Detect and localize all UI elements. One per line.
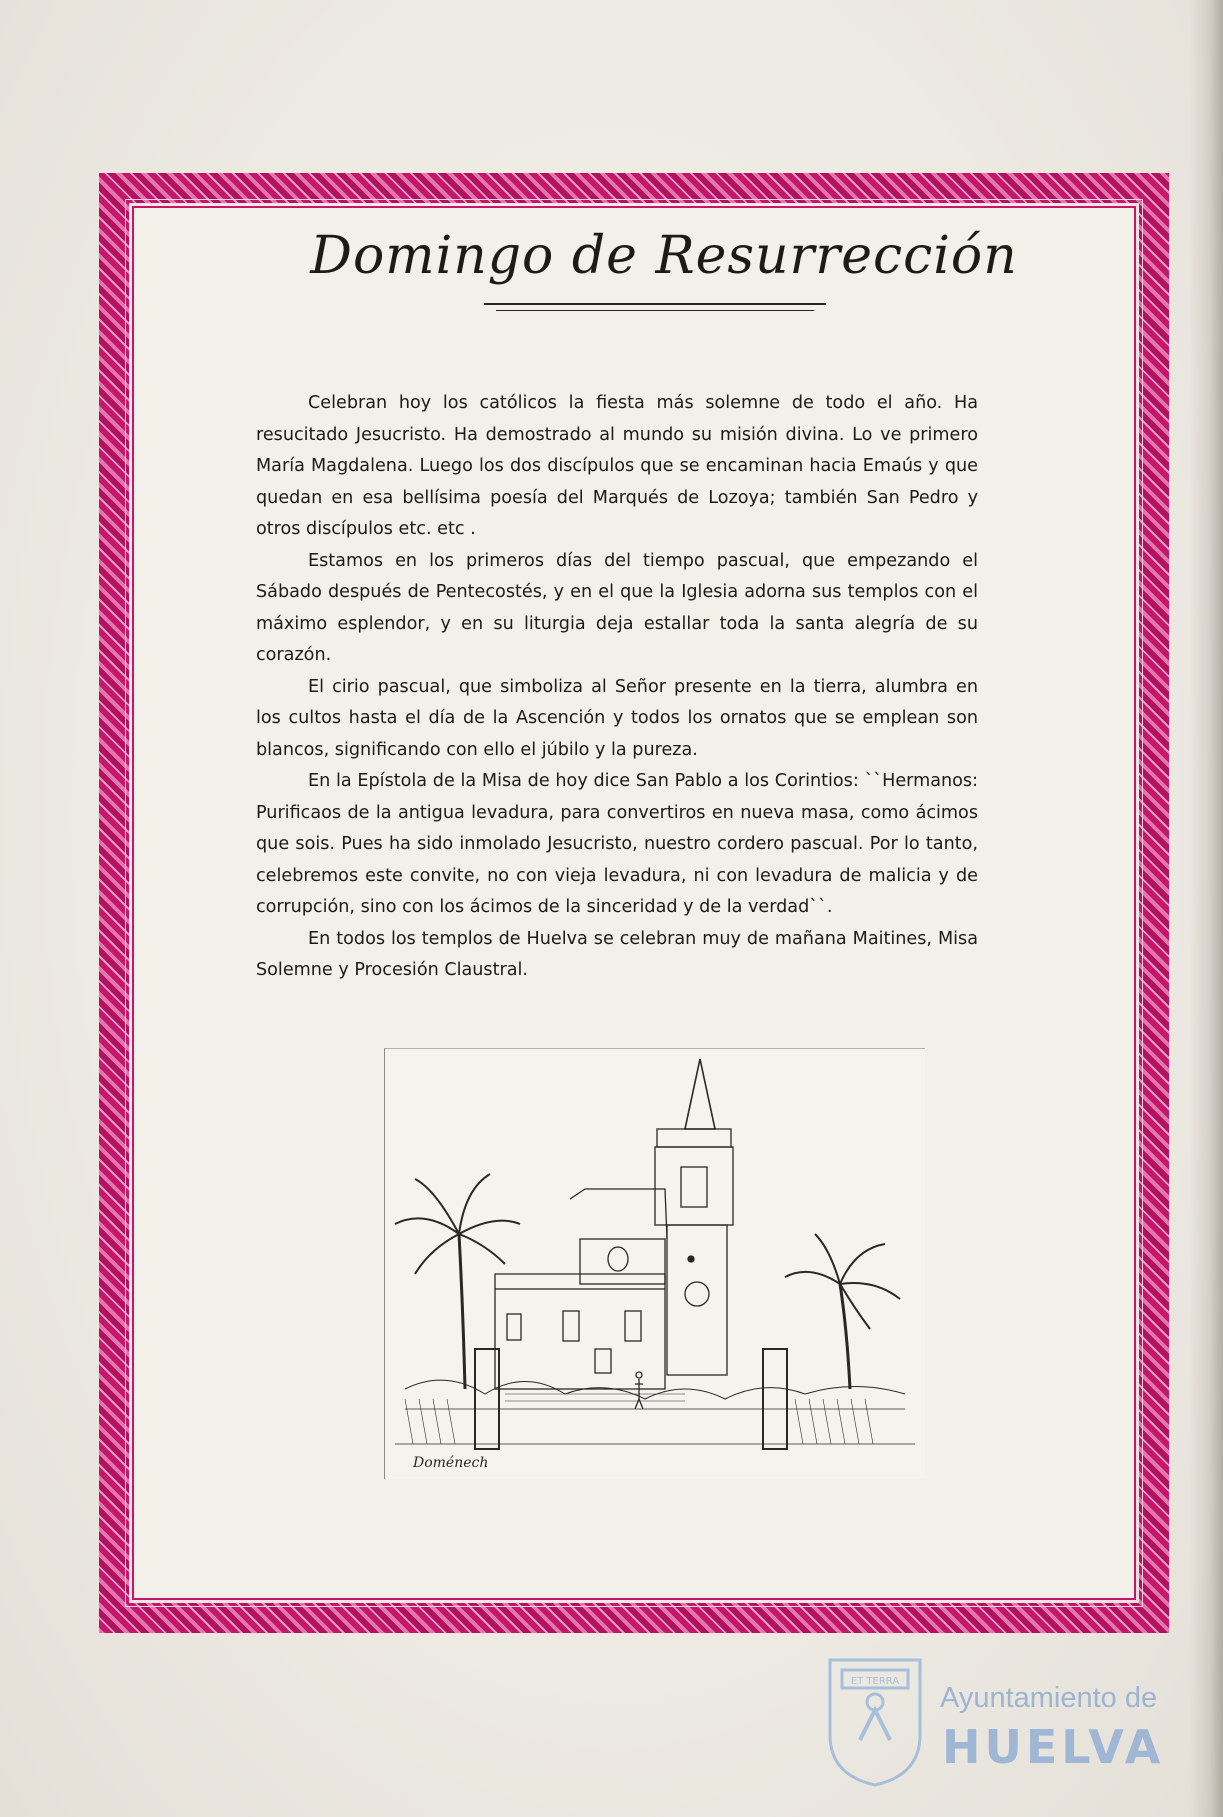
illustration-signature: Doménech — [413, 1455, 489, 1471]
binding-gutter-shadow — [1189, 0, 1223, 1817]
paragraph: En todos los templos de Huelva se celebran muy de mañana Maitines, Misa Solemne y Procesión Claustral. — [256, 928, 978, 980]
watermark-line2: HUELVA — [942, 1720, 1165, 1774]
shield-motto: ET TERRA — [850, 1676, 900, 1687]
church-illustration — [384, 1048, 925, 1479]
title-underline-secondary — [496, 310, 814, 311]
coat-of-arms-icon — [820, 1640, 930, 1790]
paragraph: En la Epístola de la Misa de hoy dice San Pablo a los Corintios: ``Hermanos: Purificaos de la antigua levadura, para convertiros en nueva masa, como ácimos que sois. Pues ha sido inmolado Jesucristo, nuestro cordero pascual. Por lo tanto, celebremos este convite, no con vieja levadura, ni con levadura de malicia y de corrupción, sino con los ácimos de la sinceridad y de la verdad``. — [256, 771, 978, 917]
page-title: Domingo de Resurrección — [310, 226, 1018, 286]
article-body — [256, 388, 978, 987]
paragraph: Celebran hoy los católicos la fiesta más solemne de todo el año. Ha resucitado Jesucristo. Ha demostrado al mundo su misión divina. Lo ve primero María Magdalena. Luego los dos discípulos que se encaminan hacia Emaús y que quedan en esa bellísima poesía del Marqués de Lozoya; también San Pedro y otros discípulos etc. etc . — [256, 393, 978, 539]
paragraph: Estamos en los primeros días del tiempo pascual, que empezando el Sábado después de Pentecostés, y en el que la Iglesia adorna sus templos con el máximo esplendor, y en su liturgia deja estallar toda la santa alegría de su corazón. — [256, 550, 978, 665]
municipal-watermark — [820, 1640, 1165, 1800]
paragraph: El cirio pascual, que simboliza al Señor presente en la tierra, alumbra en los cultos hasta el día de la Ascención y todos los ornatos que se emplean son blancos, significando con ello el júbilo y la pureza. — [256, 676, 978, 760]
title-underline — [484, 303, 826, 305]
page-content — [134, 208, 1134, 1598]
church-drawing — [385, 1049, 925, 1479]
watermark-line1: Ayuntamiento de — [940, 1682, 1158, 1714]
